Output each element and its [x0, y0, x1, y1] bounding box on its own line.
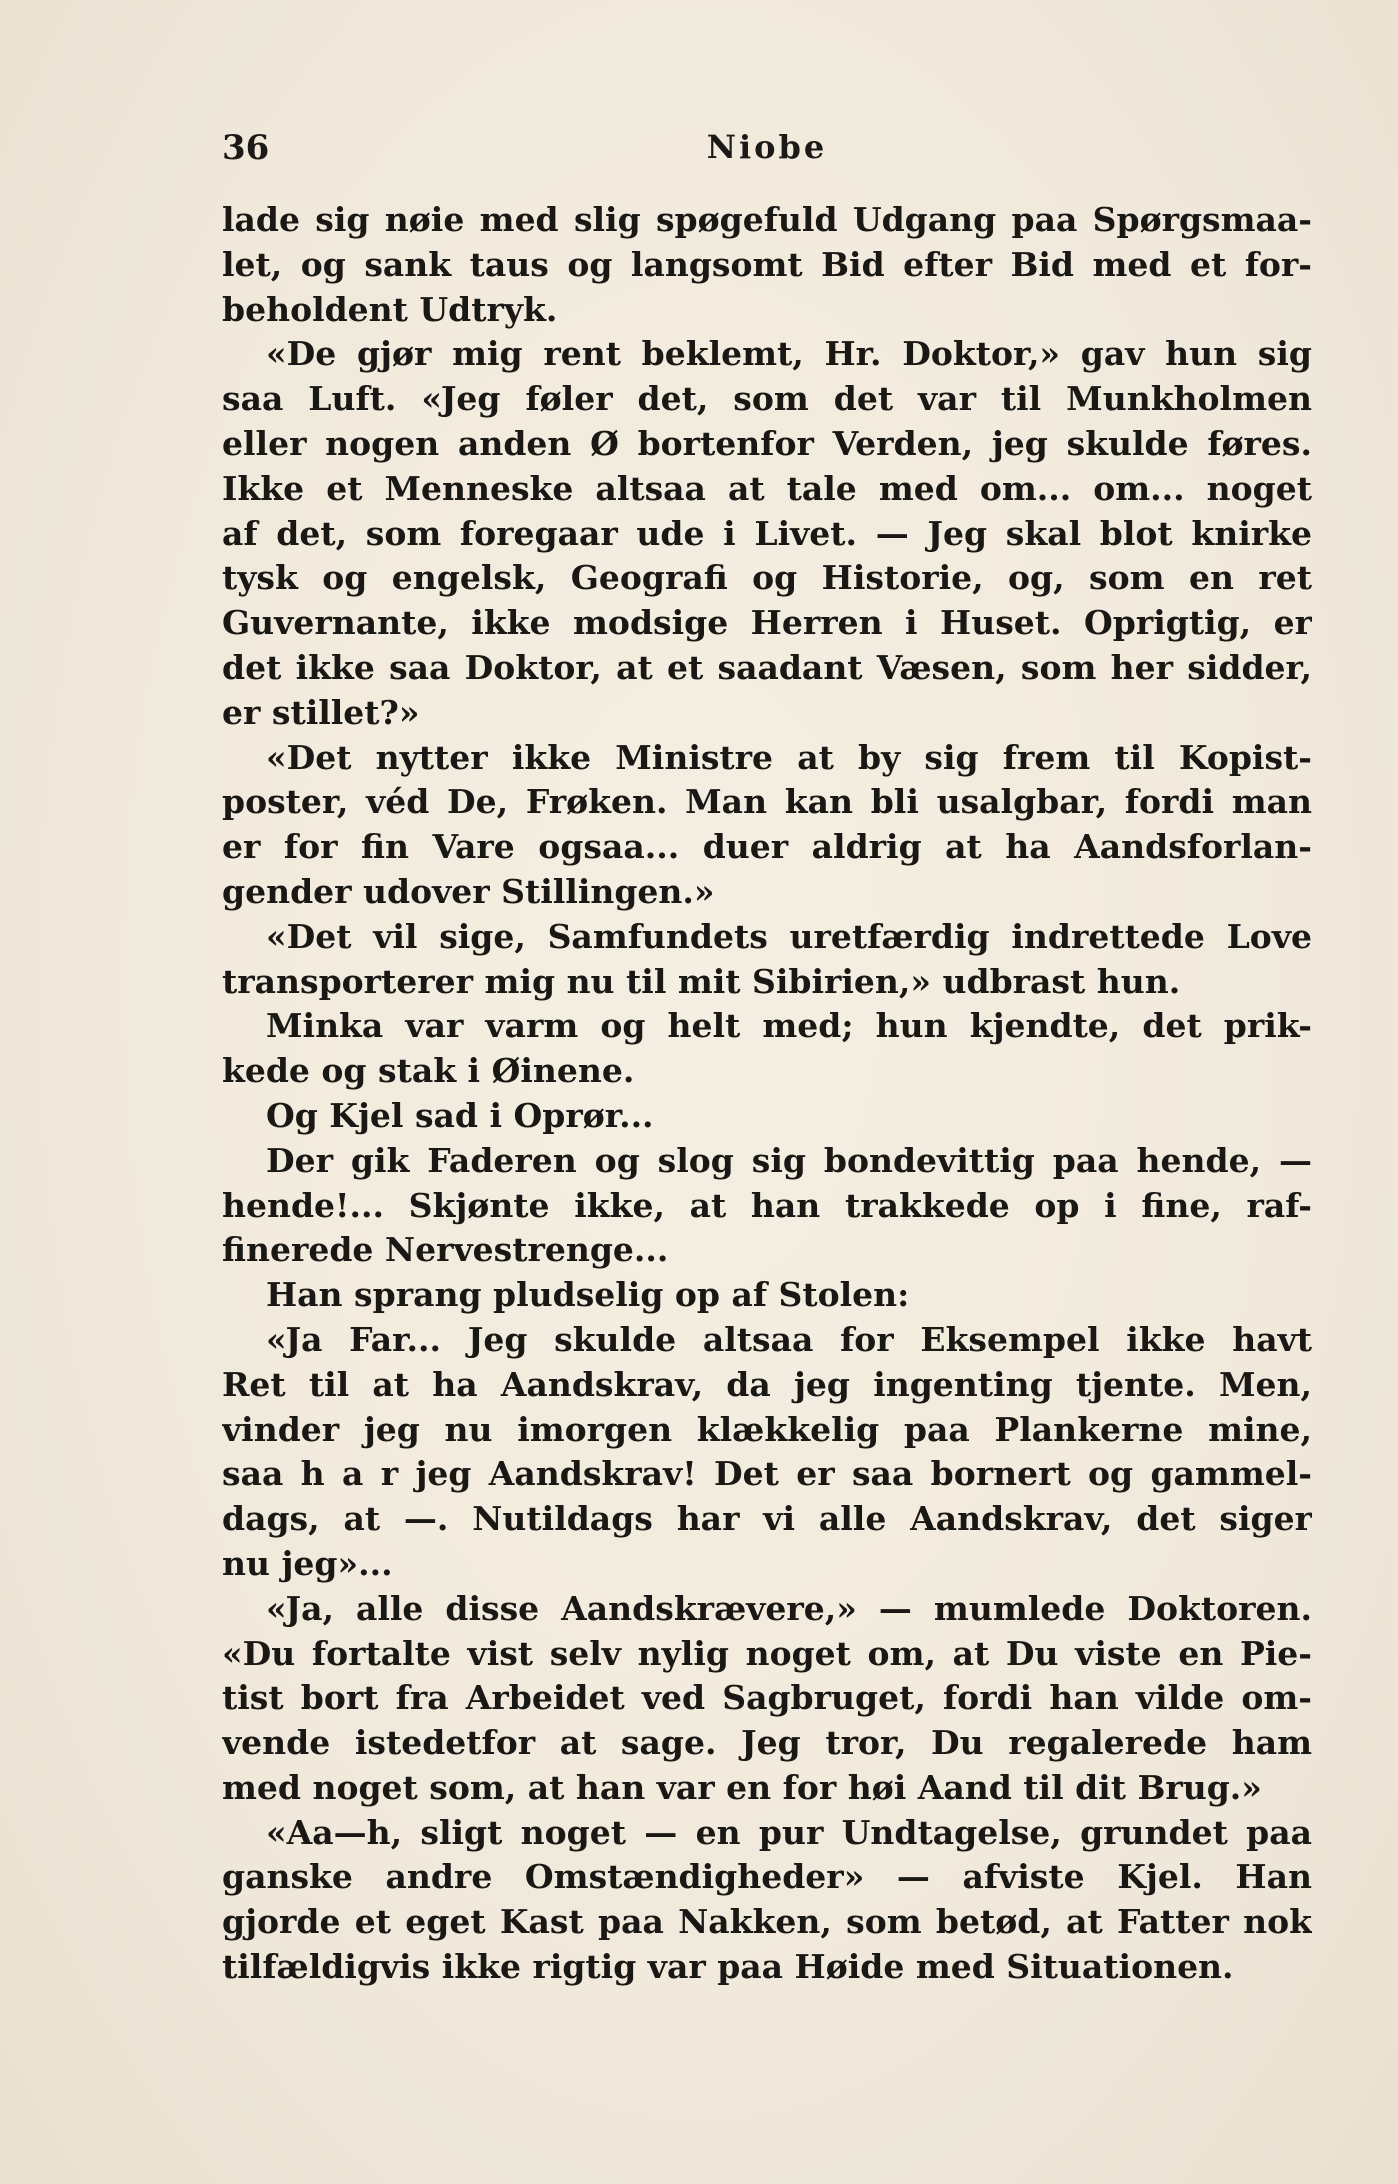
text-line: «Du fortalte vist selv nylig noget om, at Du viste en Pie- [222, 1633, 1312, 1673]
text-line: tysk og engelsk, Geografi og Historie, og, som en ret [222, 558, 1312, 598]
text-line: hende!... Skjønte ikke, at han trakkede op i fine, raf- [222, 1185, 1312, 1225]
text-line: «Aa—h, sligt noget — en pur Undtagelse, grundet paa [266, 1812, 1312, 1852]
text-line: gjorde et eget Kast paa Nakken, som betød, at Fatter nok [222, 1902, 1312, 1942]
body-text [222, 198, 1312, 1990]
text-line: Han sprang pludselig op af Stolen: [266, 1275, 910, 1315]
running-title: Niobe [706, 128, 828, 166]
text-line: kede og stak i Øinene. [222, 1051, 635, 1091]
text-line: transporterer mig nu til mit Sibirien,» udbrast hun. [222, 961, 1181, 1001]
text-line: vende istedetfor at sage. Jeg tror, Du regalerede ham [222, 1723, 1312, 1763]
text-line: tist bort fra Arbeidet ved Sagbruget, fordi han vilde om- [222, 1678, 1312, 1718]
text-line: det ikke saa Doktor, at et saadant Væsen, som her sidder, [222, 647, 1312, 687]
text-line: vinder jeg nu imorgen klækkelig paa Plankerne mine, [222, 1409, 1312, 1449]
text-line: nu jeg»... [222, 1543, 393, 1583]
text-line: er stillet?» [222, 692, 420, 732]
text-line: Der gik Faderen og slog sig bondevittig paa hende, — [266, 1140, 1312, 1180]
text-line: dags, at —. Nutildags har vi alle Aandskrav, det siger [222, 1499, 1312, 1539]
text-line: saa h a r jeg Aandskrav! Det er saa bornert og gammel- [222, 1454, 1312, 1494]
text-line: med noget som, at han var en for høi Aand til dit Brug.» [222, 1767, 1262, 1807]
text-line: beholdent Udtryk. [222, 289, 558, 329]
text-line: af det, som foregaar ude i Livet. — Jeg skal blot knirke [222, 513, 1312, 553]
text-line: Minka var varm og helt med; hun kjendte, det prik- [266, 1006, 1312, 1046]
text-line: saa Luft. «Jeg føler det, som det var til Munkholmen [222, 379, 1312, 419]
text-line: «Det vil sige, Samfundets uretfærdig indrettede Love [266, 916, 1312, 956]
text-line: tilfældigvis ikke rigtig var paa Høide med Situationen. [222, 1947, 1234, 1987]
page-header [222, 128, 1312, 176]
text-line: Og Kjel sad i Oprør... [266, 1095, 654, 1135]
text-line: eller nogen anden Ø bortenfor Verden, jeg skulde føres. [222, 423, 1312, 463]
text-line: Ret til at ha Aandskrav, da jeg ingenting tjente. Men, [222, 1364, 1312, 1404]
text-line: er for fin Vare ogsaa... duer aldrig at ha Aandsforlan- [222, 827, 1312, 867]
text-line: lade sig nøie med slig spøgefuld Udgang paa Spørgsmaa- [222, 200, 1312, 239]
text-line: poster, véd De, Frøken. Man kan bli usalgbar, fordi man [222, 782, 1312, 822]
text-line: gender udover Stillingen.» [222, 871, 715, 911]
text-line: «Det nytter ikke Ministre at by sig frem til Kopist- [266, 737, 1312, 777]
text-line: «De gjør mig rent beklemt, Hr. Doktor,» gav hun sig [266, 334, 1312, 374]
page-number: 36 [222, 128, 270, 168]
text-line: Guvernante, ikke modsige Herren i Huset. Oprigtig, er [222, 603, 1312, 643]
text-line: let, og sank taus og langsomt Bid efter Bid med et for- [222, 244, 1312, 284]
text-line: «Ja Far... Jeg skulde altsaa for Eksempel ikke havt [266, 1319, 1312, 1359]
text-line: Ikke et Menneske altsaa at tale med om... om... noget [222, 468, 1312, 508]
text-line: finerede Nervestrenge... [222, 1230, 669, 1270]
text-line: «Ja, alle disse Aandskrævere,» — mumlede Doktoren. [266, 1588, 1312, 1628]
text-line: ganske andre Omstændigheder» — afviste Kjel. Han [222, 1857, 1312, 1897]
